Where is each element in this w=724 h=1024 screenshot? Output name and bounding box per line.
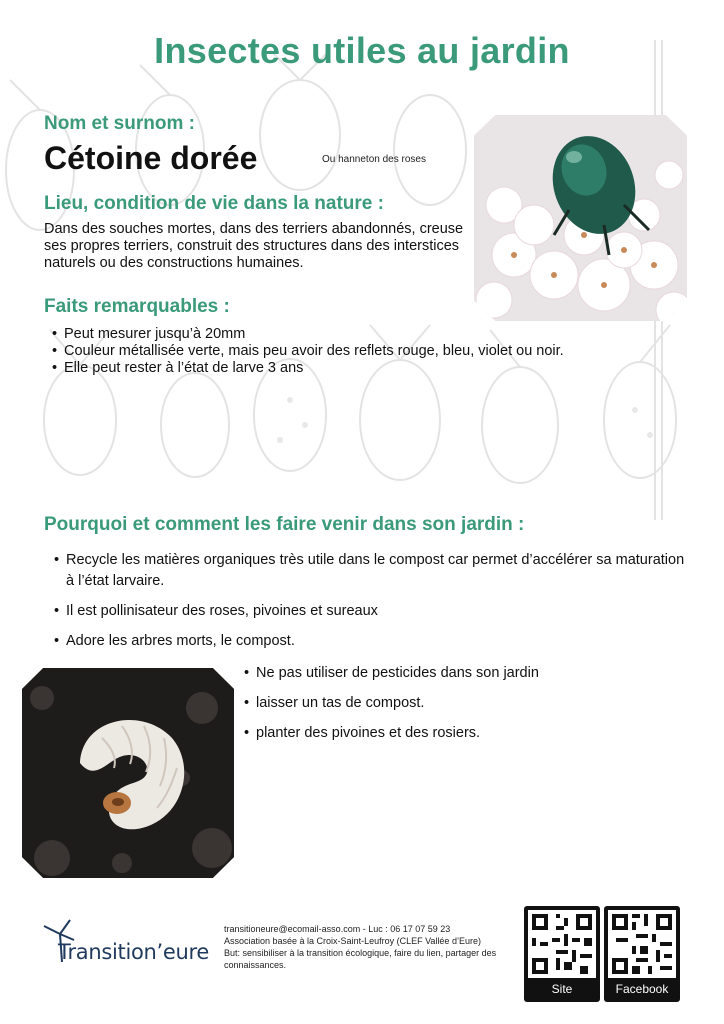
qr-code-icon bbox=[528, 910, 596, 978]
contact-info bbox=[224, 923, 520, 971]
contact-line: But: sensibiliser à la transition écologique, faire du lien, partager des connaissances. bbox=[224, 948, 497, 970]
list-item: • Adore les arbres morts, le compost. bbox=[54, 631, 694, 652]
attract-text: Recycle les matières organiques très utile dans le compost car permet d’accélérer sa maturation à l’état larvaire. bbox=[66, 552, 685, 589]
rose-chafer-photo bbox=[474, 115, 687, 321]
association-logo bbox=[40, 918, 210, 978]
attract-heading: Pourquoi et comment les faire venir dans son jardin : bbox=[44, 514, 525, 535]
list-item: • planter des pivoines et des rosiers. bbox=[244, 723, 684, 744]
tip-text: Ne pas utiliser de pesticides dans son jardin bbox=[256, 665, 539, 681]
facts-list bbox=[52, 326, 672, 377]
qr-site-label: Site bbox=[551, 982, 573, 996]
name-heading: Nom et surnom : bbox=[44, 113, 195, 134]
larva-photo bbox=[22, 668, 234, 878]
list-item: • laisser un tas de compost. bbox=[244, 693, 684, 714]
alternate-name: Ou hanneton des roses bbox=[322, 154, 426, 165]
facts-heading: Faits remarquables : bbox=[44, 296, 230, 317]
common-name: Cétoine dorée bbox=[44, 140, 258, 176]
qr-facebook[interactable] bbox=[604, 906, 680, 1002]
rose-chafer-illustration bbox=[474, 115, 687, 321]
qr-facebook-label: Facebook bbox=[615, 982, 669, 996]
page-title: Insectes utiles au jardin bbox=[154, 30, 570, 71]
contact-line: Association basée à la Croix-Saint-Leufroy (CLEF Vallée d’Eure) bbox=[224, 936, 481, 946]
larva-illustration bbox=[22, 668, 234, 878]
qr-code-icon bbox=[608, 910, 676, 978]
list-item: • Recycle les matières organiques très utile dans le compost car permet d’accélérer sa maturation à l’état larvaire. bbox=[54, 550, 694, 592]
list-item: • Elle peut rester à l’état de larve 3 ans bbox=[52, 360, 304, 376]
attract-text: Il est pollinisateur des roses, pivoines et sureaux bbox=[66, 603, 378, 619]
habitat-heading: Lieu, condition de vie dans la nature : bbox=[44, 193, 384, 214]
list-item: • Il est pollinisateur des roses, pivoines et sureaux bbox=[54, 601, 694, 622]
attract-list bbox=[54, 550, 694, 661]
tips-list bbox=[244, 663, 684, 753]
list-item: • Peut mesurer jusqu’à 20mm bbox=[52, 326, 246, 342]
contact-line: transitioneure@ecomail-asso.com - Luc : 06 17 07 59 23 bbox=[224, 924, 451, 934]
fact-text: Couleur métallisée verte, mais peu avoir des reflets rouge, bleu, violet ou noir. bbox=[64, 343, 564, 359]
fact-text: Elle peut rester à l’état de larve 3 ans bbox=[64, 360, 304, 376]
fact-text: Peut mesurer jusqu’à 20mm bbox=[64, 326, 246, 342]
list-item: • Couleur métallisée verte, mais peu avoir des reflets rouge, bleu, violet ou noir. bbox=[52, 343, 564, 359]
list-item: • Ne pas utiliser de pesticides dans son jardin bbox=[244, 663, 684, 684]
habitat-text: Dans des souches mortes, dans des terriers abandonnés, creuse ses propres terriers, construit des structures dans des interstices naturels ou des constructions humaines. bbox=[44, 221, 464, 271]
tip-text: laisser un tas de compost. bbox=[256, 695, 425, 711]
logo-text: Transition’eure bbox=[58, 940, 210, 964]
qr-site[interactable] bbox=[524, 906, 600, 1002]
tip-text: planter des pivoines et des rosiers. bbox=[256, 725, 481, 741]
attract-text: Adore les arbres morts, le compost. bbox=[66, 633, 295, 649]
